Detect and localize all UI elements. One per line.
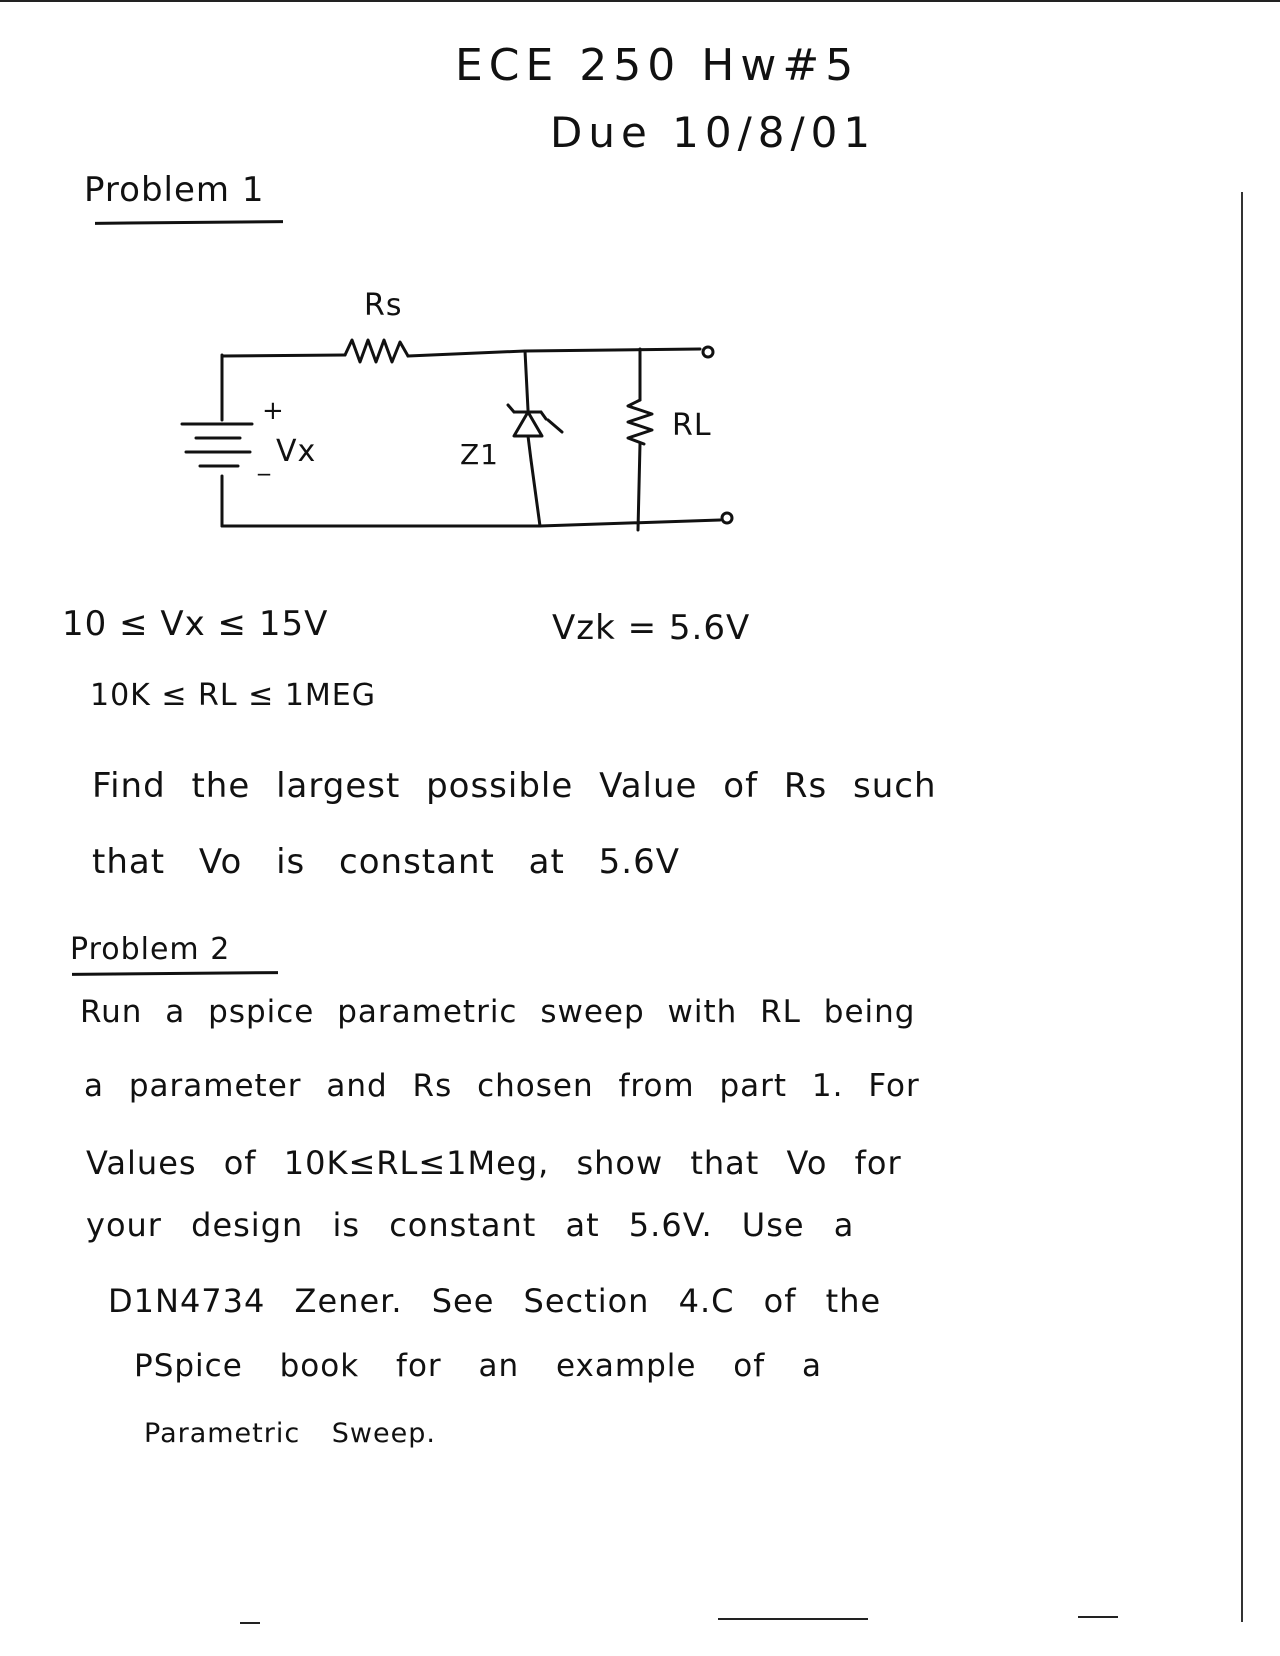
due-date: Due 10/8/01 <box>550 108 877 157</box>
wire-rl-bottom <box>638 444 640 530</box>
problem-2-line-7: Parametric Sweep. <box>144 1418 436 1449</box>
problem-1-question-line-1: Find the largest possible Value of Rs such <box>92 766 937 806</box>
constraint-vzk: Vzk = 5.6V <box>552 608 751 648</box>
label-vx: Vx <box>276 434 317 469</box>
wire-zener-bottom <box>531 460 540 526</box>
problem-2-line-4: your design is constant at 5.6V. Use a <box>86 1206 855 1244</box>
label-rs: Rs <box>364 288 403 323</box>
label-minus: _ <box>258 448 271 476</box>
page-title: ECE 250 Hw#5 <box>455 40 860 91</box>
problem-2-heading: Problem 2 <box>70 932 231 967</box>
resistor-rl <box>628 400 652 444</box>
problem-2-line-6: PSpice book for an example of a <box>134 1348 823 1384</box>
resistor-rs <box>345 340 408 362</box>
label-plus: + <box>262 396 285 426</box>
problem-2-line-1: Run a pspice parametric sweep with RL being <box>80 994 916 1030</box>
constraint-rl: 10K ≤ RL ≤ 1MEG <box>90 678 376 713</box>
bottom-scan-mark <box>718 1618 868 1620</box>
zener-symbol <box>508 405 546 460</box>
wire-top-right <box>408 349 700 356</box>
label-rl: RL <box>672 408 712 443</box>
problem-1-heading: Problem 1 <box>84 170 265 210</box>
zener-circuit-diagram <box>0 0 1280 560</box>
bottom-scan-mark <box>240 1622 260 1624</box>
bottom-scan-mark <box>1078 1616 1118 1618</box>
problem-2-line-2: a parameter and Rs chosen from part 1. For <box>84 1068 920 1104</box>
wire-bottom <box>222 520 720 526</box>
output-terminal-bottom <box>722 513 732 523</box>
wire-zener-top <box>525 351 528 410</box>
problem-2-line-3: Values of 10K≤RL≤1Meg, show that Vo for <box>86 1144 902 1182</box>
output-terminal-top <box>703 347 713 357</box>
problem-1-question-line-2: that Vo is constant at 5.6V <box>92 842 680 882</box>
problem-2-line-5: D1N4734 Zener. See Section 4.C of the <box>108 1282 882 1320</box>
constraint-vx: 10 ≤ Vx ≤ 15V <box>62 604 329 644</box>
problem-2-underline <box>72 971 278 976</box>
wire-top-left <box>222 355 345 356</box>
label-z1: Z1 <box>460 438 499 471</box>
zener-arrow <box>548 420 562 432</box>
